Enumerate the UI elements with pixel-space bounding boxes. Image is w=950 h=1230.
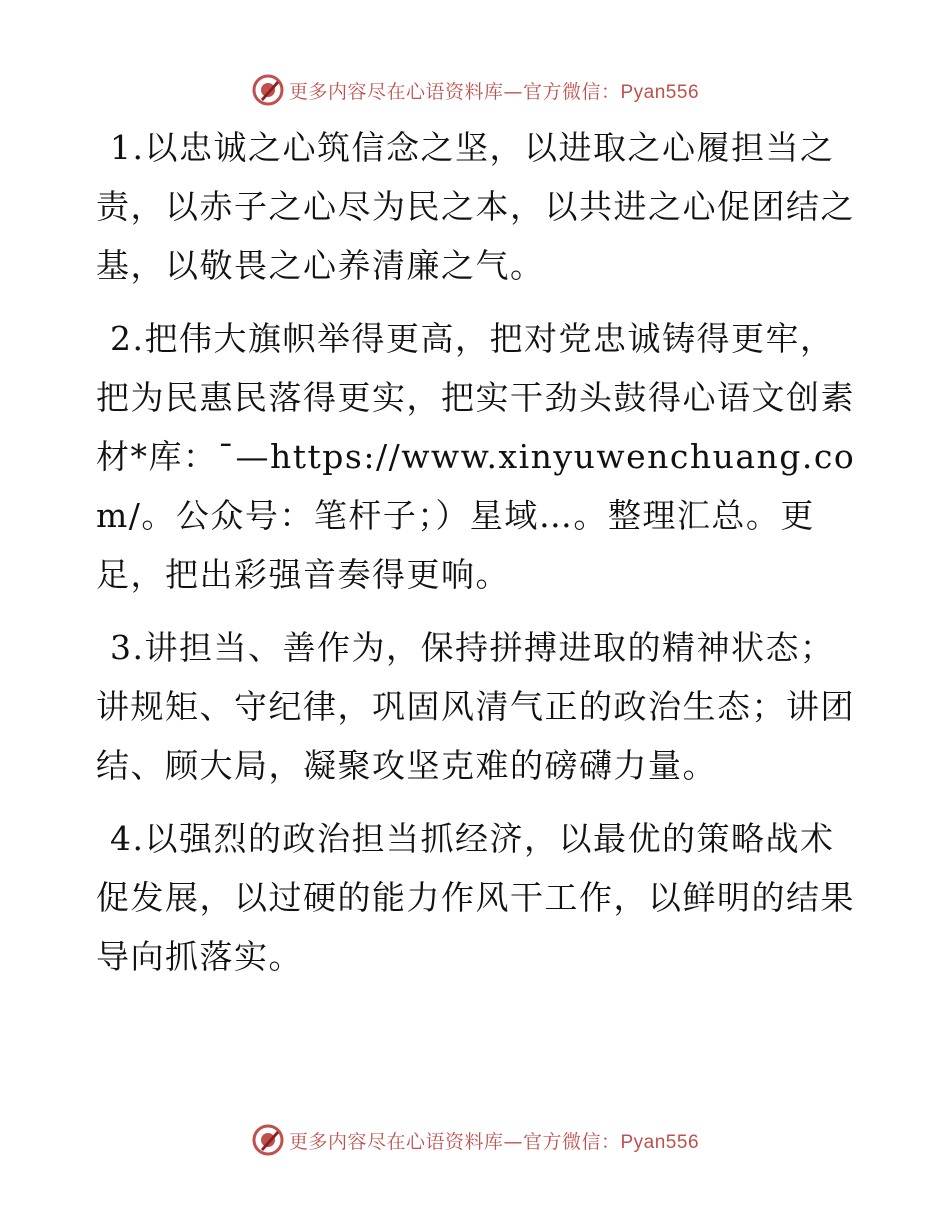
banner-text: 更多内容尽在心语资料库—官方微信：Pyan556	[288, 1130, 700, 1153]
pen-nib-logo-icon	[251, 73, 285, 107]
document-body	[96, 118, 856, 1000]
paragraph-text: 以强烈的政治担当抓经济，以最优的策略战术促发展，以过硬的能力作风干工作，以鲜明的结果导向抓落实。	[96, 819, 855, 976]
paragraph-1	[96, 118, 856, 295]
paragraph-text: 把伟大旗帜举得更高，把对党忠诚铸得更牢，把为民惠民落得更实，把实干劲头鼓得心语文创素材*库：¯—https://www.xinyuwenchuang.com/。公众号：笔杆子；）星域…。整理汇总。更足，把出彩强音奏得更响。	[96, 319, 856, 594]
pen-nib-logo-icon	[251, 1123, 285, 1157]
paragraph-text: 讲担当、善作为，保持拼搏进取的精神状态；讲规矩、守纪律，巩固风清气正的政治生态；讲团结、顾大局，凝聚攻坚克难的磅礴力量。	[96, 628, 855, 785]
footer-banner	[0, 1120, 950, 1160]
paragraph-number: 3.	[110, 628, 145, 667]
paragraph-2	[96, 309, 856, 604]
paragraph-number: 1.	[110, 128, 145, 167]
paragraph-number: 2.	[110, 319, 145, 358]
paragraph-number: 4.	[110, 819, 145, 858]
paragraph-text: 以忠诚之心筑信念之坚，以进取之心履担当之责，以赤子之心尽为民之本，以共进之心促团结之基，以敬畏之心养清廉之气。	[96, 128, 855, 285]
banner-text: 更多内容尽在心语资料库—官方微信：Pyan556	[288, 80, 700, 103]
paragraph-3	[96, 618, 856, 795]
header-banner	[0, 70, 950, 110]
paragraph-4	[96, 809, 856, 986]
